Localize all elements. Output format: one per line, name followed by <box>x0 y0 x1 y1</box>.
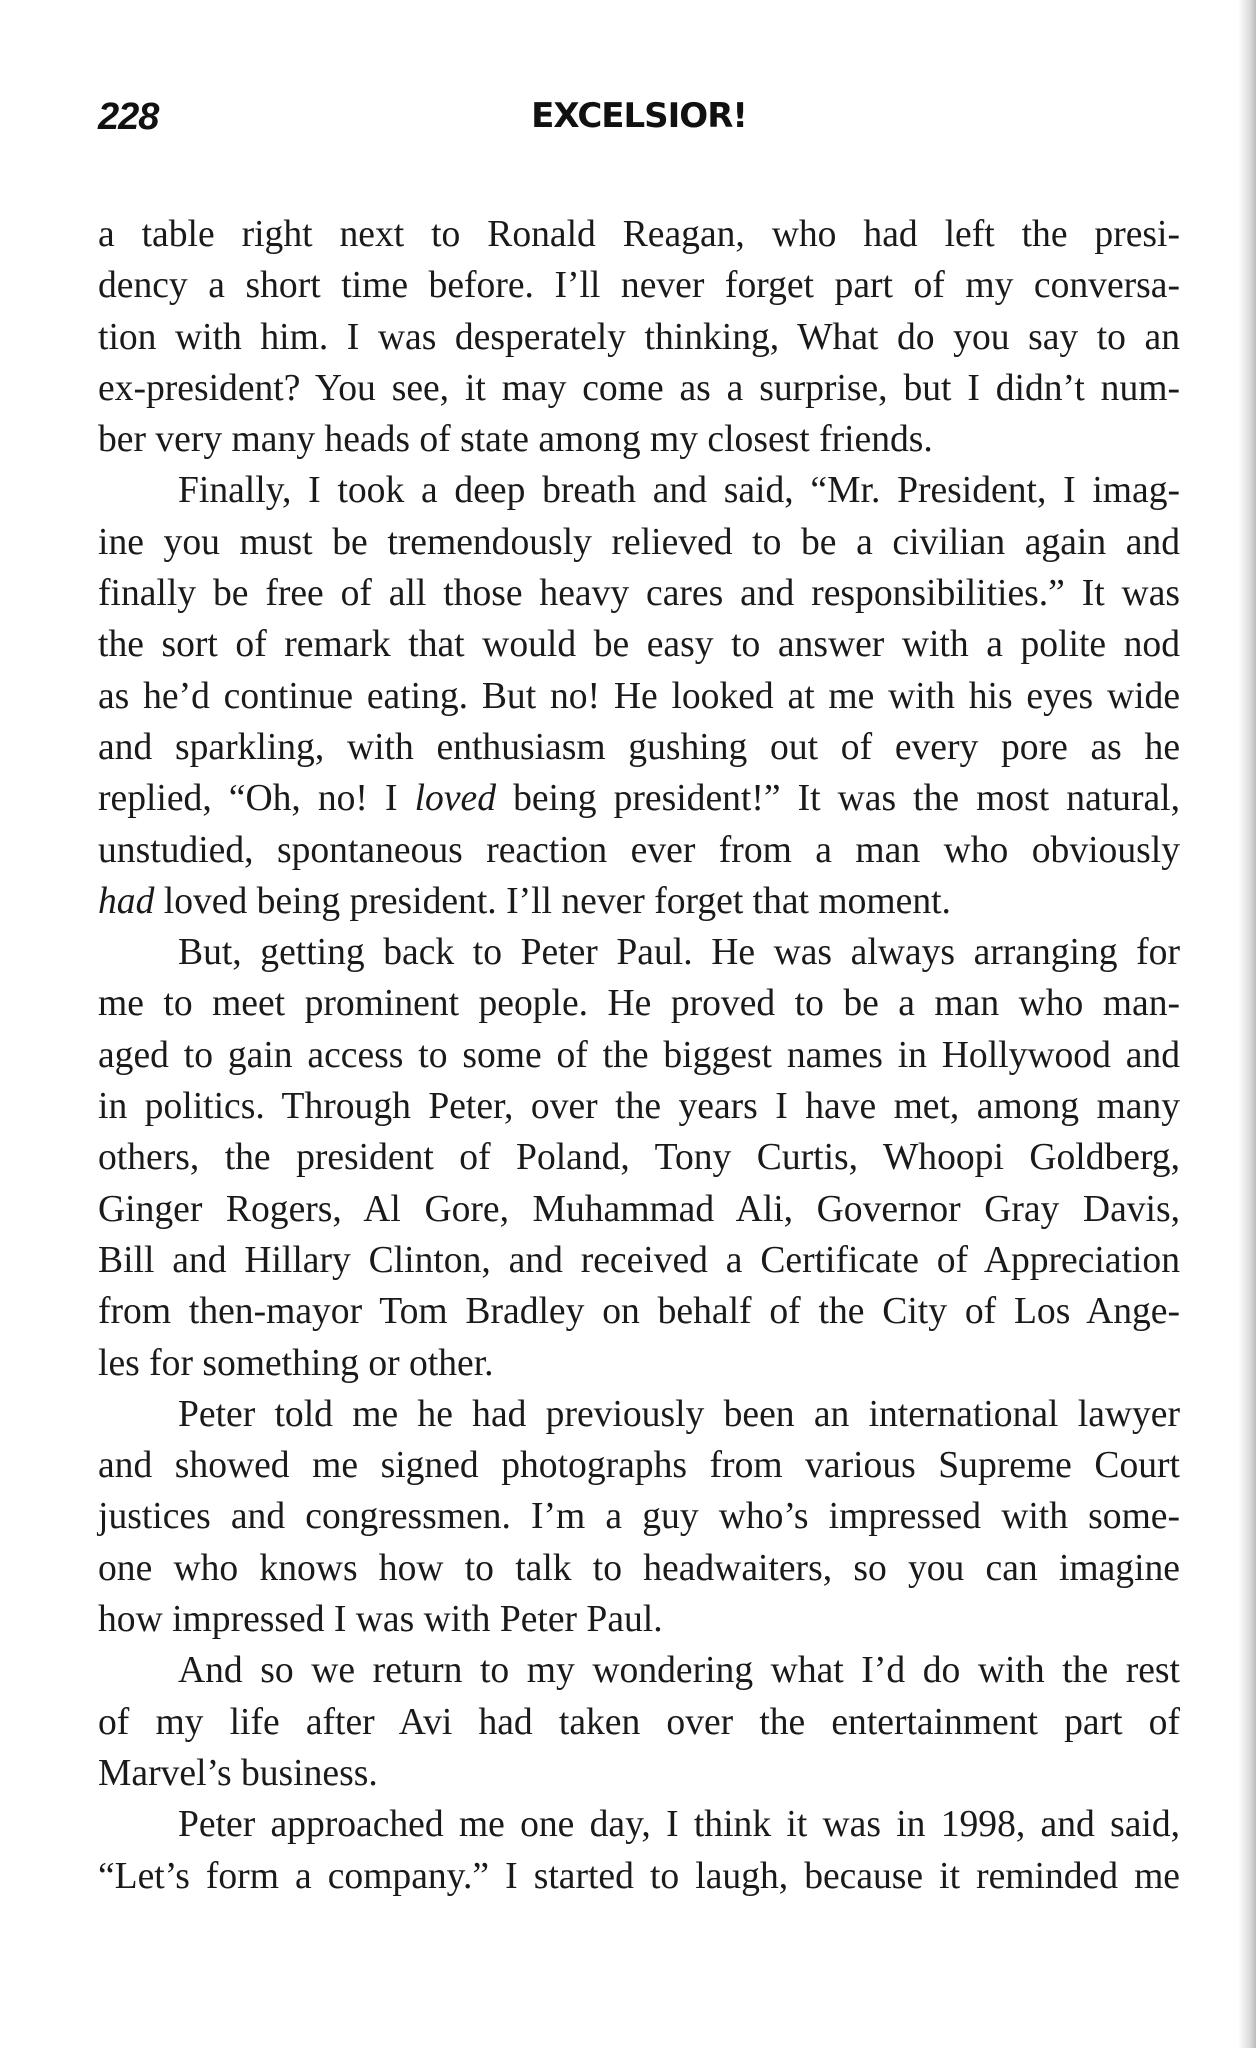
text-line: how impressed I was with Peter Paul. <box>98 1599 663 1641</box>
body-text <box>98 209 1180 1902</box>
text-line: And so we return to my wondering what I’d do with the rest <box>178 1650 1180 1692</box>
text-line: aged to gain access to some of the biggest names in Hollywood and <box>98 1034 1180 1076</box>
text-line <box>98 876 1180 927</box>
text-line: me to meet prominent people. He proved to be a man who man- <box>98 983 1180 1025</box>
paragraph <box>98 209 1180 465</box>
text-line: from then-mayor Tom Bradley on behalf of the City of Los Ange- <box>98 1291 1180 1333</box>
text-segment: replied, “Oh, no! I <box>98 778 415 820</box>
text-line: and sparkling, with enthusiasm gushing out of every pore as he <box>98 726 1180 768</box>
text-line: in politics. Through Peter, over the years I have met, among many <box>98 1086 1180 1128</box>
text-line: Bill and Hillary Clinton, and received a Certificate of Appreciation <box>98 1239 1180 1281</box>
text-line: ex-president? You see, it may come as a surprise, but I didn’t num- <box>98 367 1180 409</box>
page-header <box>98 96 1180 146</box>
italic-text: had <box>98 880 155 922</box>
text-line: as he’d continue eating. But no! He looked at me with his eyes wide <box>98 675 1180 717</box>
text-segment: loved being president. I’ll never forget that moment. <box>154 880 951 922</box>
text-line: Ginger Rogers, Al Gore, Muhammad Ali, Governor Gray Davis, <box>98 1188 1180 1230</box>
text-line: les for something or other. <box>98 1342 494 1384</box>
text-line: Peter told me he had previously been an international lawyer <box>178 1393 1180 1435</box>
paragraph <box>98 465 1180 927</box>
text-line: finally be free of all those heavy cares and responsibilities.” It was <box>98 573 1180 615</box>
page-edge-shadow <box>1238 0 1256 2048</box>
text-line: and showed me signed photographs from various Supreme Court <box>98 1445 1180 1487</box>
text-line: Finally, I took a deep breath and said, “Mr. President, I imag- <box>178 470 1180 512</box>
paragraph <box>98 1389 1180 1645</box>
paragraph <box>98 1645 1180 1799</box>
text-line <box>98 773 1180 824</box>
text-line: the sort of remark that would be easy to answer with a polite nod <box>98 624 1180 666</box>
italic-text: loved <box>414 778 496 820</box>
text-line: Peter approached me one day, I think it was in 1998, and said, <box>178 1804 1180 1846</box>
text-line: others, the president of Poland, Tony Curtis, Whoopi Goldberg, <box>98 1137 1180 1179</box>
paragraph <box>98 927 1180 1389</box>
page-number: 228 <box>98 96 159 138</box>
text-line: ber very many heads of state among my closest friends. <box>98 419 933 461</box>
running-head: EXCELSIOR! <box>531 96 747 136</box>
text-line: ine you must be tremendously relieved to be a civilian again and <box>98 521 1180 563</box>
paragraph <box>98 1799 1180 1902</box>
text-line: Marvel’s business. <box>98 1752 378 1794</box>
text-line: one who knows how to talk to headwaiters, so you can imagine <box>98 1547 1180 1589</box>
text-line: But, getting back to Peter Paul. He was always arranging for <box>178 932 1180 974</box>
text-line: “Let’s form a company.” I started to laugh, because it reminded me <box>98 1855 1180 1897</box>
text-line: dency a short time before. I’ll never forget part of my conversa- <box>98 265 1180 307</box>
text-segment: being president!” It was the most natural, <box>496 778 1180 820</box>
text-line: of my life after Avi had taken over the entertainment part of <box>98 1701 1180 1743</box>
text-line: justices and congressmen. I’m a guy who’s impressed with some- <box>98 1496 1180 1538</box>
text-line: tion with him. I was desperately thinking, What do you say to an <box>98 316 1180 358</box>
text-line: unstudied, spontaneous reaction ever from a man who obviously <box>98 829 1180 871</box>
text-line: a table right next to Ronald Reagan, who had left the presi- <box>98 214 1180 255</box>
